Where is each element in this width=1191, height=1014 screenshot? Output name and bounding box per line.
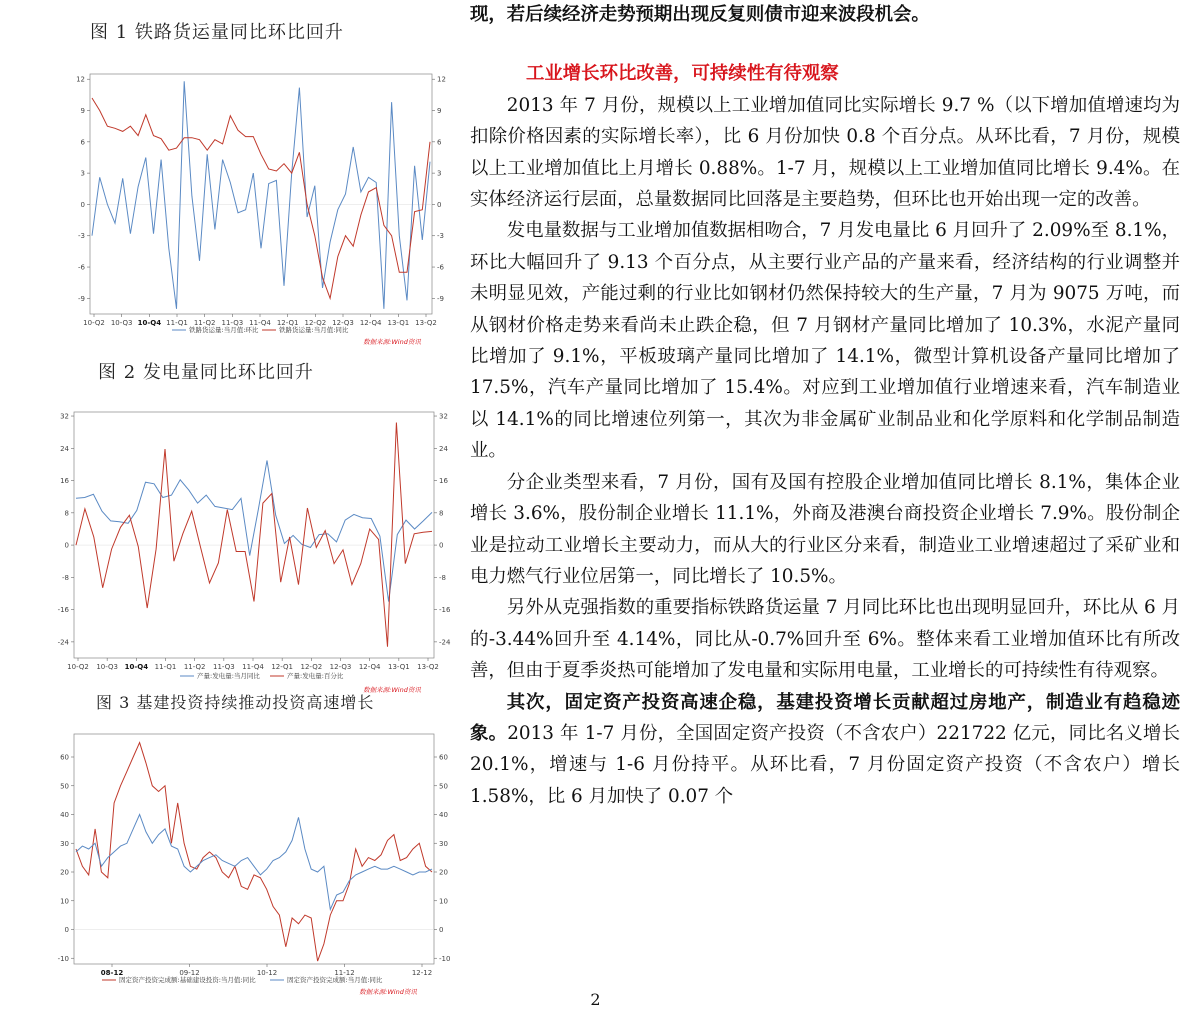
x-tick-label: 11-Q1 bbox=[166, 319, 188, 327]
intro-line: 现，若后续经济走势预期出现反复则债市迎来波段机会。 bbox=[470, 4, 930, 25]
legend-label-1: 产量:发电量:当月同比 bbox=[197, 672, 260, 680]
figure-1-title: 图 1 铁路货运量同比环比回升 bbox=[90, 22, 344, 43]
x-tick-label: 10-Q3 bbox=[96, 663, 118, 671]
paragraph-4: 另外从克强指数的重要指标铁路货运量 7 月同比环比也出现明显回升，环比从 6 月的-3.44%回升至 4.14%，同比从-0.7%回升至 6%。整体来看工业增加值环比有所改善，但由于夏季炎热可能增加了发电量和实际用电量，工业增长的可持续性有待观察。 bbox=[470, 597, 1180, 682]
y-tick-label: -6 bbox=[78, 263, 85, 272]
section-heading: 工业增长环比改善，可持续性有待观察 bbox=[526, 63, 839, 85]
x-tick-label: 11-Q2 bbox=[183, 663, 206, 671]
paragraph-3: 分企业类型来看，7 月份，国有及国有控股企业增加值同比增长 8.1%，集体企业增长 3.6%，股份制企业增长 11.1%，外商及港澳台商投资企业增长 7.9%。股份制企业是拉动工业增长主要动力，而从大的行业区分来看，制造业工业增速超过了采矿业和电力燃气行业位居第一，同比增长了 10.5%。 bbox=[470, 471, 1180, 587]
y-tick-label: 40 bbox=[439, 811, 448, 819]
y-tick-label: -6 bbox=[437, 263, 444, 272]
y-tick-label: 32 bbox=[60, 412, 69, 421]
data-source-label: 数据来源:Wind资讯 bbox=[363, 686, 421, 694]
y-tick-label: 0 bbox=[64, 926, 69, 934]
y-tick-label: -3 bbox=[437, 232, 444, 241]
y-tick-label: 24 bbox=[60, 444, 69, 453]
paragraph-1: 2013 年 7 月份，规模以上工业增加值同比实际增长 9.7 %（以下增加值增速均为扣除价格因素的实际增长率），比 6 月份加快 0.8 个百分点。从环比看，7 月份，规模以上工业增加值比上月增长 0.88%。1-7 月，规模以上工业增加值同比增长 9.4%。在实体经济运行层面，总量数据同比回落是主要趋势，但环比也开始出现一定的改善。 bbox=[470, 94, 1180, 211]
y-tick-label: -8 bbox=[62, 573, 69, 582]
series-line-2 bbox=[76, 815, 432, 910]
y-tick-label: -3 bbox=[78, 232, 85, 241]
y-tick-label: 12 bbox=[76, 75, 85, 84]
y-tick-label: 24 bbox=[439, 444, 448, 453]
y-tick-label: 10 bbox=[60, 897, 69, 906]
x-tick-label: 13-Q2 bbox=[417, 663, 439, 671]
y-tick-label: 40 bbox=[60, 811, 69, 819]
x-tick-label: 11-Q1 bbox=[154, 663, 177, 671]
x-tick-label: 12-Q4 bbox=[359, 319, 382, 327]
y-tick-label: 0 bbox=[64, 541, 69, 550]
y-tick-label: 0 bbox=[439, 541, 444, 550]
y-tick-label: 50 bbox=[60, 782, 69, 791]
figure-3-title: 图 3 基建投资持续推动投资高速增长 bbox=[96, 693, 375, 712]
legend-label-2: 固定资产投资完成额:当月值:同比 bbox=[287, 976, 383, 984]
y-tick-label: 8 bbox=[64, 509, 69, 518]
chart-3 bbox=[57, 718, 460, 998]
x-tick-label: 12-Q1 bbox=[271, 663, 293, 671]
y-tick-label: 0 bbox=[437, 200, 442, 209]
y-tick-label: 16 bbox=[439, 477, 448, 486]
x-tick-label: 08-12 bbox=[100, 969, 124, 977]
y-tick-label: 20 bbox=[439, 868, 448, 877]
y-tick-label: -16 bbox=[439, 606, 451, 615]
y-tick-label: 20 bbox=[60, 868, 69, 877]
page-number: 2 bbox=[590, 990, 601, 1009]
chart-2 bbox=[57, 396, 460, 696]
series-line-1 bbox=[76, 743, 432, 962]
y-tick-label: -16 bbox=[57, 606, 69, 615]
chart-1-svg bbox=[72, 48, 456, 348]
x-tick-label: 12-Q4 bbox=[358, 663, 381, 671]
legend-label-1: 铁路货运量:当月值:环比 bbox=[189, 326, 259, 334]
y-tick-label: 6 bbox=[80, 138, 85, 147]
y-tick-label: 30 bbox=[439, 839, 448, 848]
x-tick-label: 11-Q4 bbox=[242, 663, 264, 671]
y-tick-label: -24 bbox=[439, 638, 451, 647]
y-tick-label: -9 bbox=[437, 294, 444, 303]
x-tick-label: 10-Q4 bbox=[137, 319, 162, 327]
y-tick-label: 3 bbox=[80, 169, 85, 178]
y-tick-label: 10 bbox=[439, 897, 448, 906]
y-tick-label: 8 bbox=[439, 509, 444, 518]
y-tick-label: -10 bbox=[57, 954, 69, 963]
x-tick-label: 12-Q3 bbox=[329, 663, 352, 671]
y-tick-label: 12 bbox=[437, 75, 446, 84]
y-tick-label: 32 bbox=[439, 412, 448, 421]
x-tick-label: 12-Q2 bbox=[300, 663, 323, 671]
x-tick-label: 12-12 bbox=[411, 969, 433, 977]
x-tick-label: 13-Q1 bbox=[387, 319, 410, 327]
article-text bbox=[470, 0, 1180, 812]
y-tick-label: 30 bbox=[60, 839, 69, 848]
x-tick-label: 11-Q2 bbox=[193, 319, 216, 327]
legend-label-2: 产量:发电量:百分比 bbox=[287, 672, 344, 680]
figure-2-title: 图 2 发电量同比环比回升 bbox=[98, 362, 314, 383]
chart-2-svg bbox=[57, 396, 460, 696]
series-line-1 bbox=[92, 81, 430, 308]
paragraph-2: 发电量数据与工业增加值数据相吻合，7 月发电量比 6 月回升了 2.09%至 8.1%，环比大幅回升了 9.13 个百分点，从主要行业产品的产量来看，经济结构的行业调整并未明显见效，产能过剩的行业比如钢材仍然保持较大的生产量，7 月为 9075 万吨，而从钢材价格走势来看尚未止跌企稳，但 7 月钢材产量同比增加了 10.3%，水泥产量同比增加了 9.1%，平板玻璃产量同比增加了 14.1%，微型计算机设备产量同比增加了 17.5%，汽车产量同比增加了 15.4%。对应到工业增加值行业增速来看，汽车制造业以 14.1%的同比增速位列第一，其次为非金属矿业制品业和化学原料和化学制品制造业。 bbox=[470, 220, 1180, 462]
y-tick-label: -8 bbox=[439, 573, 446, 582]
plot-frame bbox=[90, 74, 432, 314]
y-tick-label: 60 bbox=[60, 753, 69, 762]
data-source-label: 数据来源:Wind资讯 bbox=[363, 338, 421, 346]
paragraph-5-lead: 其次，固定资产投资高速企稳，基建投资增长贡献超过房地产，制造业有趋稳迹象。 bbox=[470, 691, 1180, 744]
figure-column bbox=[0, 0, 470, 1014]
x-tick-label: 13-Q2 bbox=[415, 319, 437, 327]
y-tick-label: -24 bbox=[57, 638, 69, 647]
x-tick-label: 10-Q4 bbox=[124, 663, 149, 671]
data-source-label: 数据来源:Wind资讯 bbox=[359, 988, 417, 996]
x-tick-label: 10-Q2 bbox=[67, 663, 89, 671]
x-tick-label: 10-Q2 bbox=[83, 319, 105, 327]
chart-3-svg bbox=[57, 718, 460, 998]
y-tick-label: -10 bbox=[439, 954, 451, 963]
paragraph-5-body: 2013 年 1-7 月份，全国固定资产投资（不含农户）221722 亿元，同比名义增长 20.1%，增速与 1-6 月份持平。从环比看，7 月份固定资产投资（不含农户）增长 1.58%，比 6 月加快了 0.07 个 bbox=[470, 722, 1180, 807]
y-tick-label: 6 bbox=[437, 138, 442, 147]
y-tick-label: 9 bbox=[437, 107, 442, 116]
series-line-2 bbox=[92, 98, 430, 298]
x-tick-label: 09-12 bbox=[179, 969, 200, 977]
x-tick-label: 11-Q3 bbox=[213, 663, 235, 671]
y-tick-label: 50 bbox=[439, 782, 448, 791]
x-tick-label: 11-Q4 bbox=[249, 319, 271, 327]
x-tick-label: 12-Q2 bbox=[304, 319, 327, 327]
y-tick-label: 0 bbox=[80, 200, 85, 209]
x-tick-label: 11-Q3 bbox=[221, 319, 244, 327]
y-tick-label: -9 bbox=[78, 294, 85, 303]
x-tick-label: 10-12 bbox=[256, 969, 278, 977]
legend-label-2: 铁路货运量:当月值:同比 bbox=[279, 326, 349, 334]
y-tick-label: 3 bbox=[437, 169, 442, 178]
series-line-1 bbox=[76, 460, 432, 601]
y-tick-label: 9 bbox=[80, 107, 85, 116]
y-tick-label: 60 bbox=[439, 753, 448, 762]
x-tick-label: 13-Q1 bbox=[388, 663, 410, 671]
x-tick-label: 11-12 bbox=[334, 969, 355, 977]
x-tick-label: 12-Q1 bbox=[276, 319, 299, 327]
y-tick-label: 16 bbox=[60, 477, 69, 486]
legend-label-1: 固定资产投资完成额:基础建设投资:当月值:同比 bbox=[119, 976, 256, 984]
paragraph-5 bbox=[470, 687, 1180, 813]
x-tick-label: 12-Q3 bbox=[332, 319, 354, 327]
chart-1 bbox=[72, 48, 456, 348]
y-tick-label: 0 bbox=[439, 926, 444, 934]
x-tick-label: 10-Q3 bbox=[110, 319, 133, 327]
